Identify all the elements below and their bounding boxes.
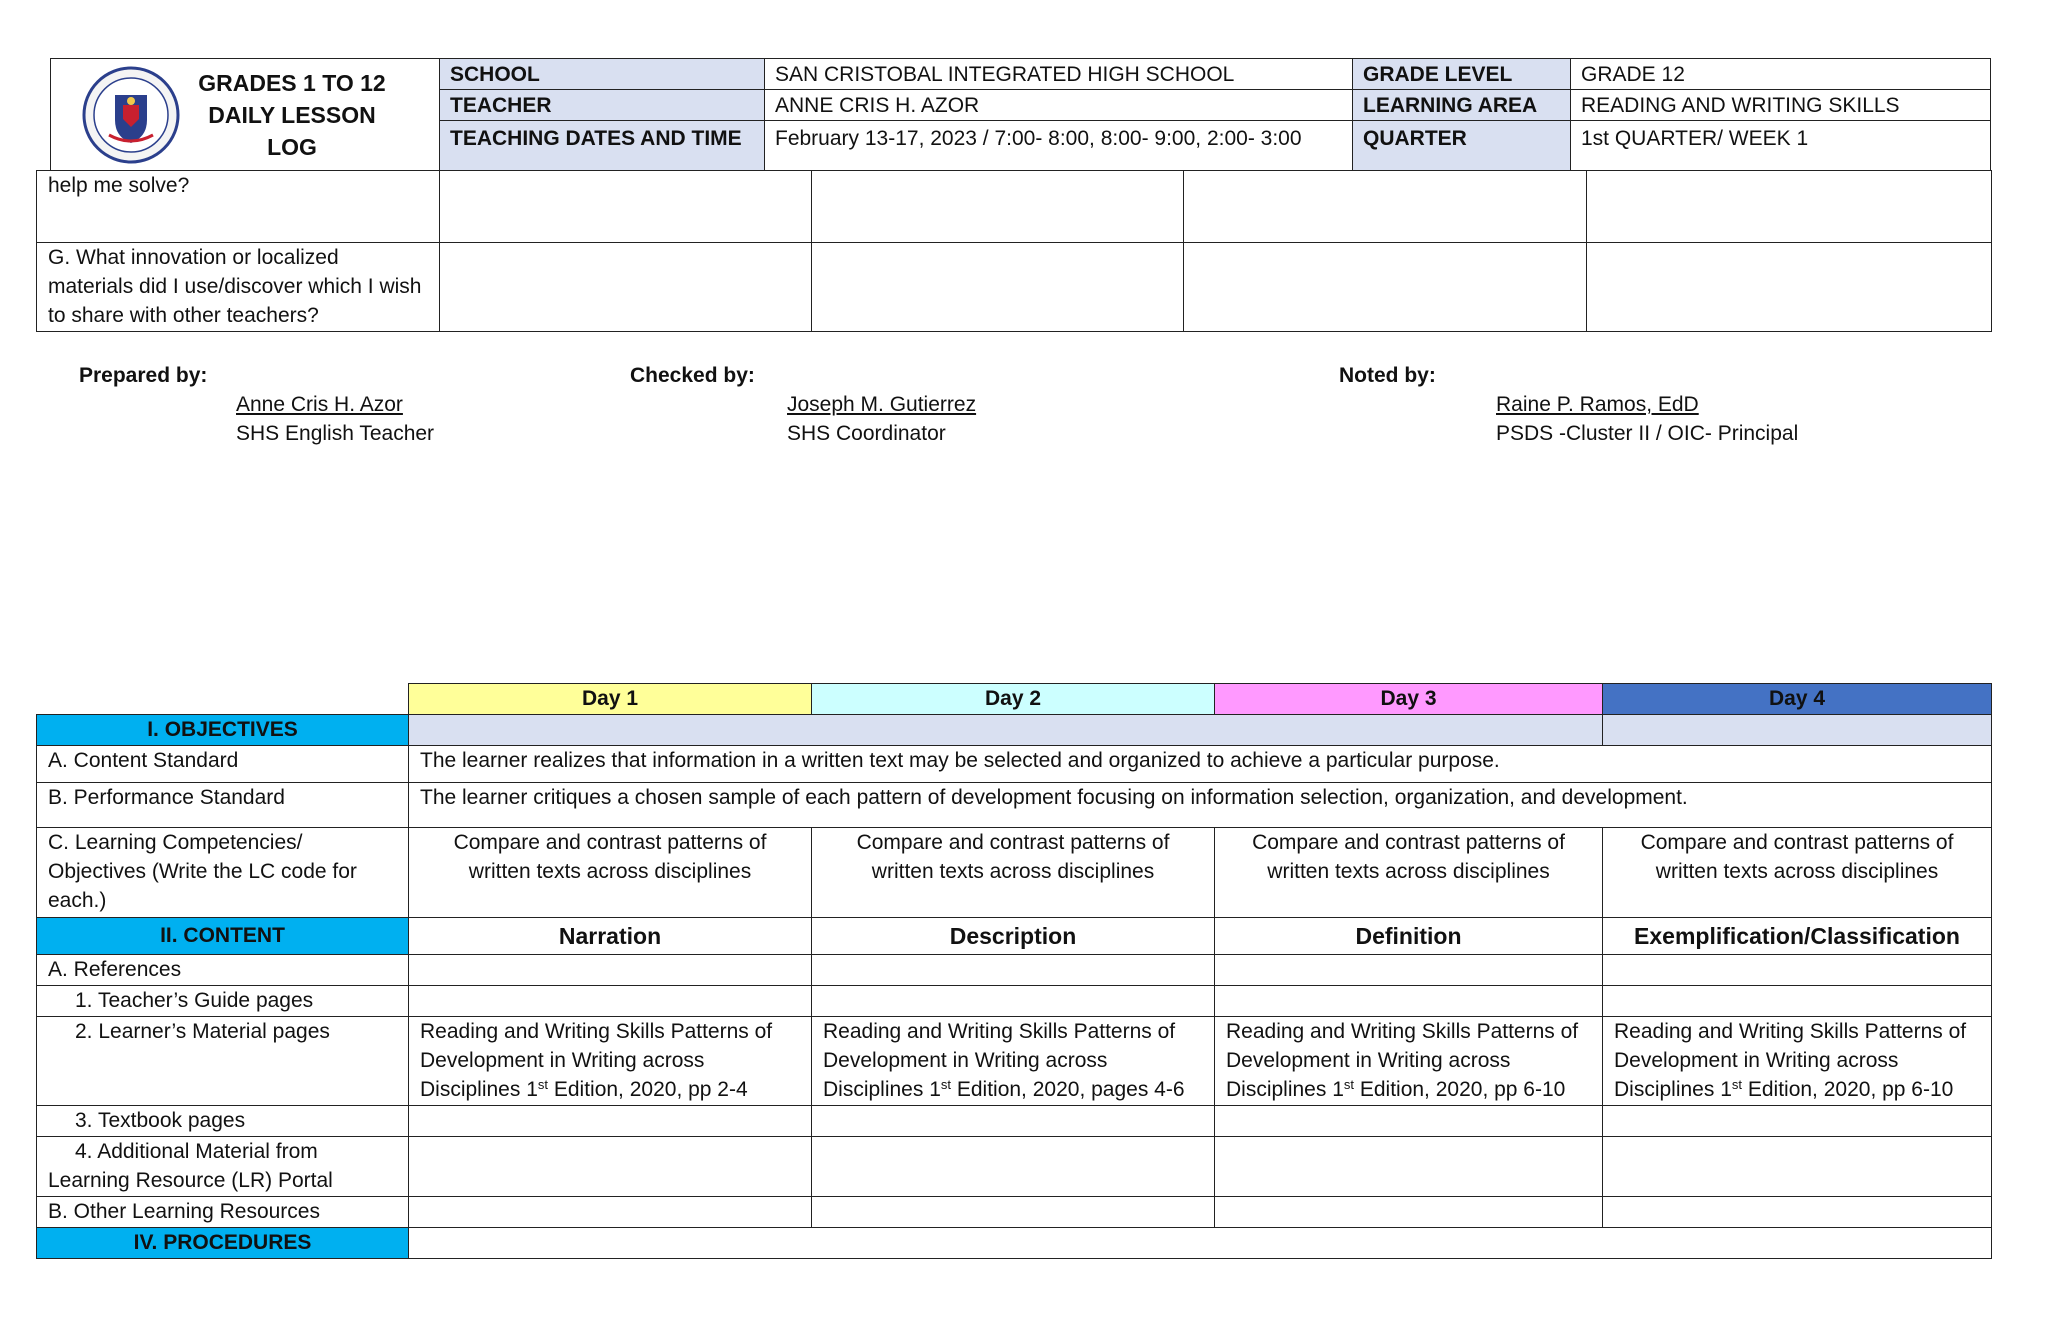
reflection-cell <box>812 171 1184 243</box>
performance-standard-label: B. Performance Standard <box>37 783 409 828</box>
empty-cell <box>409 955 812 986</box>
school-value: SAN CRISTOBAL INTEGRATED HIGH SCHOOL <box>765 59 1353 90</box>
prepared-by-name: Anne Cris H. Azor <box>236 393 403 416</box>
reflection-f-tail: help me solve? <box>37 171 440 243</box>
reflection-cell <box>440 243 812 332</box>
empty-cell <box>812 1137 1215 1197</box>
reflection-table <box>36 170 1992 332</box>
empty-cell <box>1603 955 1992 986</box>
school-label: SCHOOL <box>440 59 765 90</box>
header-table <box>50 58 1991 171</box>
competency-day-4: Compare and contrast patterns of written texts across disciplines <box>1603 828 1992 918</box>
procedures-blank <box>409 1228 1992 1259</box>
learning-area-label: LEARNING AREA <box>1353 90 1571 121</box>
prepared-by-title: SHS English Teacher <box>236 422 435 445</box>
content-standard-label: A. Content Standard <box>37 746 409 783</box>
empty-cell <box>409 1197 812 1228</box>
noted-by-label: Noted by: <box>1339 364 1436 387</box>
reflection-cell <box>1587 171 1992 243</box>
objectives-section-header: I. OBJECTIVES <box>37 715 409 746</box>
empty-cell <box>1603 986 1992 1017</box>
day-3-header: Day 3 <box>1215 684 1603 715</box>
empty-cell <box>1215 1137 1603 1197</box>
content-standard-value: The learner realizes that information in a written text may be selected and organized to achieve a particular purpose. <box>409 746 1992 783</box>
empty-cell <box>812 1106 1215 1137</box>
performance-standard-value: The learner critiques a chosen sample of each pattern of development focusing on information selection, organization, and development. <box>409 783 1992 828</box>
doc-title-line2: DAILY LESSON LOG <box>208 101 376 160</box>
checked-by-label: Checked by: <box>630 364 755 387</box>
competency-day-3: Compare and contrast patterns of written texts across disciplines <box>1215 828 1603 918</box>
pattern-day-1: Narration <box>409 918 812 955</box>
reflection-cell <box>1587 243 1992 332</box>
corner-blank <box>37 684 409 715</box>
learners-material-day-1: Reading and Writing Skills Patterns of Development in Writing across Disciplines 1st Edition, 2020, pp 2-4 <box>409 1017 812 1106</box>
competency-day-1: Compare and contrast patterns of written texts across disciplines <box>409 828 812 918</box>
pattern-day-3: Definition <box>1215 918 1603 955</box>
empty-cell <box>1215 986 1603 1017</box>
dates-value: February 13-17, 2023 / 7:00- 8:00, 8:00- 9:00, 2:00- 3:00 <box>765 121 1353 171</box>
doc-title-line1: GRADES 1 TO 12 <box>198 69 386 96</box>
reflection-cell <box>1184 243 1587 332</box>
empty-cell <box>409 1106 812 1137</box>
reflection-cell <box>440 171 812 243</box>
empty-cell <box>1603 1106 1992 1137</box>
grade-level-value: GRADE 12 <box>1571 59 1991 90</box>
reflection-cell <box>1184 171 1587 243</box>
day-4-header: Day 4 <box>1603 684 1992 715</box>
procedures-section-header: IV. PROCEDURES <box>37 1228 409 1259</box>
quarter-value: 1st QUARTER/ WEEK 1 <box>1571 121 1991 171</box>
prepared-by-label: Prepared by: <box>79 364 208 387</box>
learners-material-day-3: Reading and Writing Skills Patterns of Development in Writing across Disciplines 1st Edition, 2020, pp 6-10 <box>1215 1017 1603 1106</box>
noted-by-name: Raine P. Ramos, EdD <box>1496 393 1699 416</box>
learning-area-value: READING AND WRITING SKILLS <box>1571 90 1991 121</box>
empty-cell <box>1215 1106 1603 1137</box>
competencies-label: C. Learning Competencies/ Objectives (Write the LC code for each.) <box>37 828 409 918</box>
day-2-header: Day 2 <box>812 684 1215 715</box>
empty-cell <box>1603 1137 1992 1197</box>
empty-cell <box>409 986 812 1017</box>
brand-cell <box>51 59 440 171</box>
checked-by-block <box>630 361 976 448</box>
textbook-pages-label: 3. Textbook pages <box>37 1106 409 1137</box>
checked-by-name: Joseph M. Gutierrez <box>787 393 977 416</box>
checked-by-title: SHS Coordinator <box>787 422 946 445</box>
empty-cell <box>812 986 1215 1017</box>
quarter-label: QUARTER <box>1353 121 1571 171</box>
content-section-header: II. CONTENT <box>37 918 409 955</box>
lesson-table <box>36 683 1992 1259</box>
empty-cell <box>409 1137 812 1197</box>
pattern-day-4: Exemplification/Classification <box>1603 918 1992 955</box>
reflection-g-question: G. What innovation or localized materials did I use/discover which I wish to share with other teachers? <box>37 243 440 332</box>
grade-level-label: GRADE LEVEL <box>1353 59 1571 90</box>
prepared-by-block <box>79 361 434 448</box>
learners-material-day-4: Reading and Writing Skills Patterns of Development in Writing across Disciplines 1st Edition, 2020, pp 6-10 <box>1603 1017 1992 1106</box>
learners-material-label: 2. Learner’s Material pages <box>37 1017 409 1106</box>
reflection-cell <box>812 243 1184 332</box>
deped-seal-icon <box>81 65 181 165</box>
noted-by-title: PSDS -Cluster II / OIC- Principal <box>1496 422 1799 445</box>
noted-by-block <box>1339 361 1798 448</box>
teacher-label: TEACHER <box>440 90 765 121</box>
other-resources-label: B. Other Learning Resources <box>37 1197 409 1228</box>
dates-label: TEACHING DATES AND TIME <box>440 121 765 171</box>
pattern-day-2: Description <box>812 918 1215 955</box>
empty-cell <box>812 1197 1215 1228</box>
learners-material-day-2: Reading and Writing Skills Patterns of Development in Writing across Disciplines 1st Edition, 2020, pages 4-6 <box>812 1017 1215 1106</box>
teachers-guide-label: 1. Teacher’s Guide pages <box>37 986 409 1017</box>
references-label: A. References <box>37 955 409 986</box>
additional-material-label: 4. Additional Material from Learning Resource (LR) Portal <box>37 1137 409 1197</box>
objectives-shade-days-1-3 <box>409 715 1603 746</box>
objectives-shade-day-4 <box>1603 715 1992 746</box>
empty-cell <box>1215 955 1603 986</box>
empty-cell <box>1603 1197 1992 1228</box>
empty-cell <box>1215 1197 1603 1228</box>
teacher-value: ANNE CRIS H. AZOR <box>765 90 1353 121</box>
day-1-header: Day 1 <box>409 684 812 715</box>
competency-day-2: Compare and contrast patterns of written texts across disciplines <box>812 828 1215 918</box>
empty-cell <box>812 955 1215 986</box>
